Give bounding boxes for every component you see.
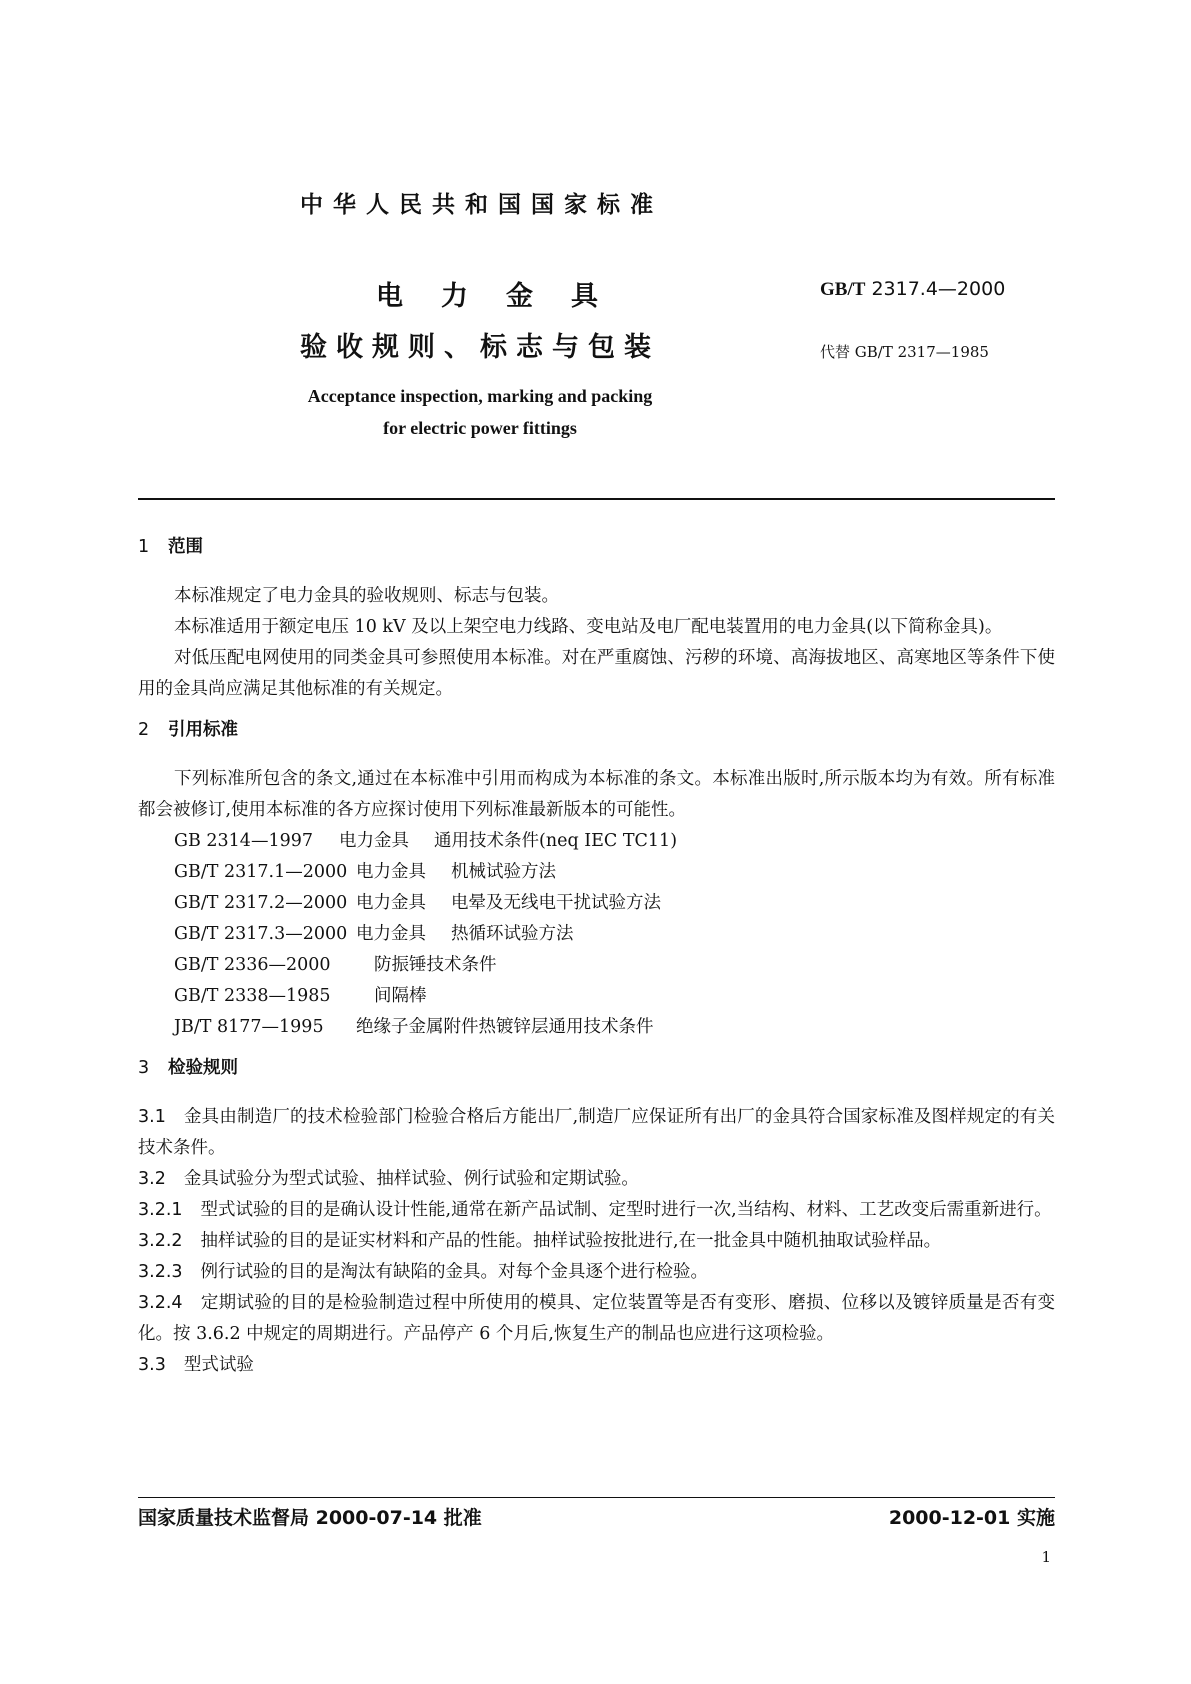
section-title: 范围 (168, 537, 203, 557)
references-paragraph: 下列标准所包含的条文,通过在本标准中引用而构成为本标准的条文。本标准出版时,所示版本均为有效。所有标准都会被修订,使用本标准的各方应探讨使用下列标准最新版本的可能性。 (138, 769, 1055, 820)
section-heading-scope (138, 532, 1055, 563)
document-body (138, 532, 1055, 1381)
reference-item: GB/T 2317.1—2000 电力金具 机械试验方法 (174, 862, 556, 882)
english-title-line2: for electric power fittings (383, 418, 577, 438)
clause (138, 1102, 1055, 1164)
clause-number: 3.2.1 (138, 1200, 183, 1220)
clause (138, 1257, 1055, 1288)
clause-text: 例行试验的目的是淘汰有缺陷的金具。对每个金具逐个进行检验。 (200, 1262, 709, 1282)
scope-paragraph: 对低压配电网使用的同类金具可参照使用本标准。对在严重腐蚀、污秽的环境、高海拔地区、高寒地区等条件下使用的金具尚应满足其他标准的有关规定。 (138, 648, 1055, 699)
scope-paragraph: 本标准规定了电力金具的验收规则、标志与包装。 (174, 586, 559, 606)
clause-number: 3.2.2 (138, 1231, 183, 1251)
clause (138, 1288, 1055, 1350)
section-number: 3 (138, 1058, 150, 1078)
clause-number: 3.2.3 (138, 1262, 183, 1282)
clause-text: 型式试验的目的是确认设计性能,通常在新产品试制、定型时进行一次,当结构、材料、工艺改变后需重新进行。 (200, 1200, 1052, 1220)
reference-item: GB/T 2336—2000 防振锤技术条件 (174, 955, 497, 975)
replaces-standard: 代替 GB/T 2317—1985 (820, 343, 989, 361)
reference-item: GB/T 2338—1985 间隔棒 (174, 986, 427, 1006)
clause-number: 3.1 (138, 1107, 166, 1127)
section-title: 引用标准 (168, 720, 238, 740)
clause-text: 金具由制造厂的技术检验部门检验合格后方能出厂,制造厂应保证所有出厂的金具符合国家标准及图样规定的有关技术条件。 (138, 1107, 1055, 1158)
footer-divider (138, 1497, 1055, 1498)
section-number: 1 (138, 537, 150, 557)
section-number: 2 (138, 720, 150, 740)
section-title: 检验规则 (168, 1058, 238, 1078)
header-divider (138, 498, 1055, 500)
approval-date: 国家质量技术监督局 2000-07-14 批准 (138, 1507, 482, 1529)
clause-text: 型式试验 (183, 1355, 254, 1375)
section-heading-inspection-rules (138, 1053, 1055, 1084)
standard-code (820, 278, 1005, 301)
clause-text: 定期试验的目的是检验制造过程中所使用的模具、定位装置等是否有变形、磨损、位移以及镀锌质量是否有变化。按 3.6.2 中规定的周期进行。产品停产 6 个月后,恢复生产的制品也应进行这项检验。 (138, 1293, 1055, 1344)
standard-code-number: 2317.4—2000 (871, 278, 1006, 300)
implementation-date: 2000-12-01 实施 (888, 1507, 1055, 1529)
clause (138, 1350, 1055, 1381)
standard-title-line2: 验收规则、标志与包装 (300, 332, 660, 363)
reference-item: GB 2314—1997 电力金具 通用技术条件(neq IEC TC11) (174, 831, 678, 851)
clause (138, 1226, 1055, 1257)
clause (138, 1164, 1055, 1195)
clause-number: 3.2.4 (138, 1293, 183, 1313)
standard-code-prefix: GB/T (820, 279, 866, 300)
scope-paragraph: 本标准适用于额定电压 10 kV 及以上架空电力线路、变电站及电厂配电装置用的电力金具(以下简称金具)。 (174, 617, 1003, 637)
standard-title-line1: 电力金具 (376, 281, 636, 312)
clause-number: 3.2 (138, 1169, 166, 1189)
reference-item: JB/T 8177—1995 绝缘子金属附件热镀锌层通用技术条件 (174, 1017, 654, 1037)
clause (138, 1195, 1055, 1226)
national-standard-heading: 中华人民共和国国家标准 (300, 192, 663, 218)
clause-text: 金具试验分为型式试验、抽样试验、例行试验和定期试验。 (183, 1169, 639, 1189)
page-number: 1 (1041, 1548, 1051, 1566)
reference-item: GB/T 2317.2—2000 电力金具 电晕及无线电干扰试验方法 (174, 893, 661, 913)
english-title-line1: Acceptance inspection, marking and packing (307, 386, 653, 406)
clause-number: 3.3 (138, 1355, 166, 1375)
reference-item: GB/T 2317.3—2000 电力金具 热循环试验方法 (174, 924, 574, 944)
section-heading-references (138, 715, 1055, 746)
clause-text: 抽样试验的目的是证实材料和产品的性能。抽样试验按批进行,在一批金具中随机抽取试验样品。 (200, 1231, 942, 1251)
